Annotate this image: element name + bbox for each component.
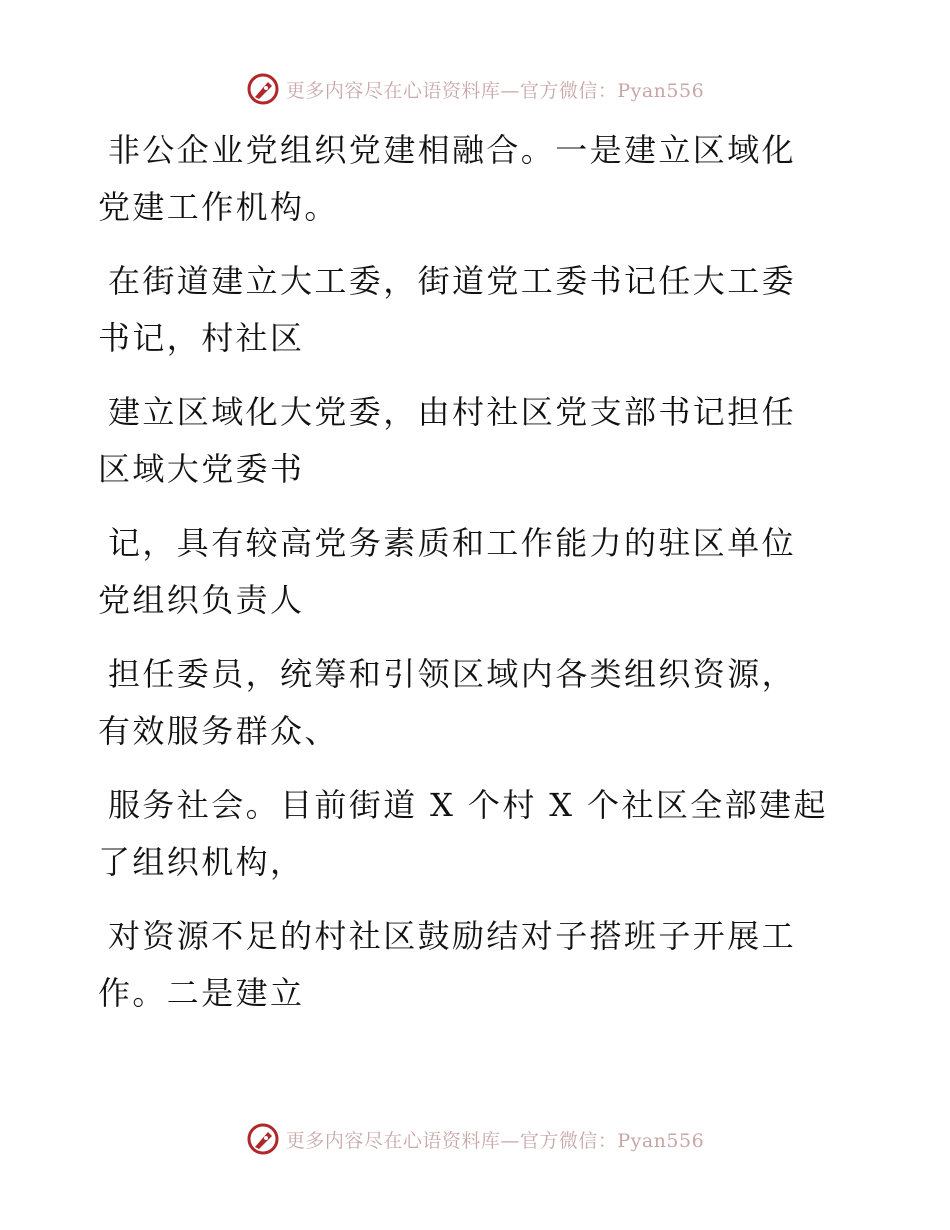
paragraph-2: 在街道建立大工委，街道党工委书记任大工委书记，村社区 bbox=[98, 262, 797, 357]
paragraph-5: 担任委员，统筹和引领区域内各类组织资源，有效服务群众、 bbox=[98, 655, 797, 750]
paragraph-6: 服务社会。目前街道 X 个村 X 个社区全部建起了组织机构， bbox=[98, 786, 828, 881]
footer-watermark bbox=[0, 1122, 950, 1156]
paragraph-7: 对资源不足的村社区鼓励结对子搭班子开展工作。二是建立 bbox=[98, 917, 797, 1012]
paragraph-4: 记，具有较高党务素质和工作能力的驻区单位党组织负责人 bbox=[98, 524, 797, 619]
pen-nib-logo-icon bbox=[246, 72, 280, 106]
header-watermark bbox=[0, 72, 950, 106]
footer-watermark-text: 更多内容尽在心语资料库—官方微信：Pyan556 bbox=[285, 1129, 705, 1152]
pen-nib-logo-icon bbox=[246, 1122, 280, 1156]
paragraph-1: 非公企业党组织党建相融合。一是建立区域化党建工作机构。 bbox=[98, 131, 797, 226]
header-watermark-text: 更多内容尽在心语资料库—官方微信：Pyan556 bbox=[285, 79, 705, 102]
paragraph-3: 建立区域化大党委，由村社区党支部书记担任区域大党委书 bbox=[98, 393, 797, 488]
document-body bbox=[98, 122, 828, 1039]
